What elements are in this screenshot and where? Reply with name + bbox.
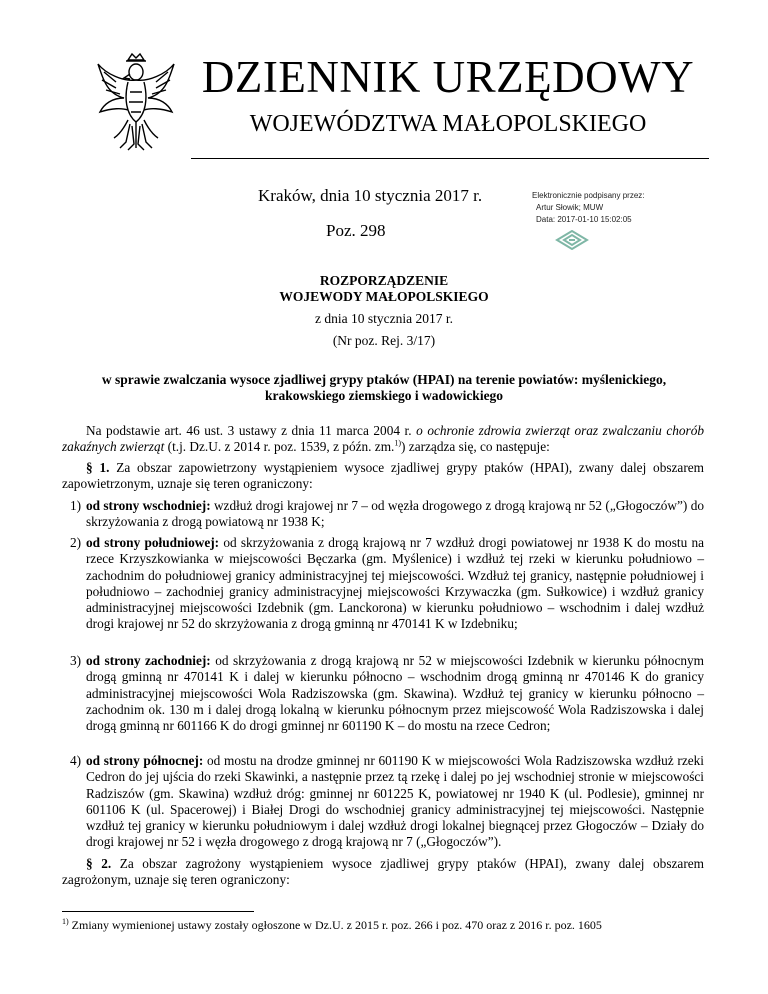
eagle-emblem-icon bbox=[94, 52, 178, 152]
act-date: z dnia 10 stycznia 2017 r. bbox=[315, 311, 453, 326]
list-item: 3) od strony zachodniej: od skrzyżowania z drogą krajową nr 52 w miejscowości Izdebnik w kierunku północnym drogą gminną nr 470141 K i dalej w kierunku północno – wschodnim drogą gminną nr 470146 K do granicy administracyjnej miejscowości Wola Radziszowska (gm. Skawina). Wzdłuż tej granicy w kierunku północno – zachodnim ok. 130 m i dalej drogą lokalną w kierunku północnym przez miejscowość Wola Radziszowska i dalej drogą gminną nr 601166 K do drogi gminnej nr 601190 K – do mostu na rzece Cedron; bbox=[70, 653, 704, 734]
journal-title: DZIENNIK URZĘDOWY bbox=[201, 52, 695, 102]
list-item: 2) od strony południowej: od skrzyżowania z drogą krajową nr 7 wzdłuż drogi powiatowej nr 1938 K do mostu na rzece Krzyszkowianka w miejscowości Bęczarka (gm. Myślenice) i wzdłuż tej rzeki w kierunku południowo – zachodnim do południowej granicy administracyjnej tej miejscowości. Wzdłuż tej granicy, następnie południowej i południowo – zachodniej granicy administracyjnej miejscowości Krzywaczka (gm. Sułkowice) i wzdłuż granicy administracyjnej miejscowości Izdebnik (gm. Lanckorona) w kierunku południowo – wschodnim i dalej wzdłuż drogi krajowej nr 52 do skrzyżowania z drogą gminną nr 470141 K w Izdebniku; bbox=[70, 535, 704, 632]
signature-signer: Artur Słowik; MUW bbox=[536, 203, 604, 212]
act-subject-line2: krakowskiego ziemskiego i wadowickiego bbox=[264, 388, 504, 403]
footnote-text: Zmiany wymienionej ustawy zostały ogłoszone w Dz.U. z 2015 r. poz. 266 i poz. 470 oraz z 2016 r. poz. 1605 bbox=[68, 918, 602, 932]
section-2: § 2. Za obszar zagrożony wystąpieniem wysoce zjadliwej grypy ptaków (HPAI), zwany dalej obszarem zagrożonym, uznaje się teren ograniczony: bbox=[62, 856, 704, 888]
section-1: § 1. Za obszar zapowietrzony wystąpieniem wysoce zjadliwej grypy ptaków (HPAI), zwany dalej obszarem zapowietrzonym, uznaje się teren ograniczony: bbox=[62, 460, 704, 492]
signature-date: Data: 2017-01-10 15:02:05 bbox=[536, 215, 632, 224]
header-divider bbox=[191, 158, 709, 159]
list-item: 4) od strony północnej: od mostu na drodze gminnej nr 601190 K w miejscowości Wola Radziszowska wzdłuż rzeki Cedron do jej ujścia do rzeki Skawinki, a następnie przez tą rzekę i dalej po jej wschodniej stronie w miejscowości Radziszów (gm. Skawina) wzdłuż dróg: gminnej nr 601225 K, powiatowej nr 1940 K (ul. Podlesie), gminnej nr 601106 K (ul. Spacerowej) i Białej Drogi do wschodniej granicy administracyjnej tej miejscowości. Następnie wzdłuż tej granicy w kierunku południowym i dalej wzdłuż drogi lokalnej biegnącej przez Głogoczów – Działy do drogi krajowej nr 52 i węzła drogowego z drogą krajową nr 7 („Głogoczów”). bbox=[70, 753, 705, 850]
footnote-divider bbox=[62, 911, 254, 912]
act-name: o ochronie zdrowia zwierząt oraz zwalczaniu chorób zakaźnych zwierząt bbox=[62, 423, 704, 455]
footnote bbox=[62, 918, 602, 932]
act-subject-line1: w sprawie zwalczania wysoce zjadliwej grypy ptaków (HPAI) na terenie powiatów: myślenickiego, bbox=[101, 372, 667, 387]
list-item: 1) od strony wschodniej: wzdłuż drogi krajowej nr 7 – od węzła drogowego z drogą krajową nr 52 („Głogoczów”) do skrzyżowania z drogą powiatową nr 1938 K; bbox=[70, 498, 704, 530]
position-number: Poz. 298 bbox=[326, 221, 386, 240]
place-date: Kraków, dnia 10 stycznia 2017 r. bbox=[258, 186, 483, 205]
act-reference: (Nr poz. Rej. 3/17) bbox=[332, 333, 436, 348]
signature-label: Elektronicznie podpisany przez: bbox=[532, 191, 645, 200]
act-type: ROZPORZĄDZENIE bbox=[319, 273, 449, 288]
act-issuer: WOJEWODY MAŁOPOLSKIEGO bbox=[279, 289, 489, 304]
preamble: Na podstawie art. 46 ust. 3 ustawy z dnia 11 marca 2004 r. o ochronie zdrowia zwierząt oraz zwalczaniu chorób zakaźnych zwierząt (t.j. Dz.U. z 2014 r. poz. 1539, z późn. zm.$^{1)}$) zarządza się, co następuje: bbox=[62, 423, 704, 455]
footnote-mark: 1) bbox=[62, 917, 69, 926]
section-2-label: § 2. bbox=[86, 856, 112, 871]
signature-stamp-icon bbox=[555, 230, 589, 250]
section-1-label: § 1. bbox=[86, 460, 110, 475]
journal-subtitle: WOJEWÓDZTWA MAŁOPOLSKIEGO bbox=[249, 111, 647, 137]
electronic-signature bbox=[532, 190, 645, 226]
footnote-ref: 1) bbox=[394, 438, 402, 448]
